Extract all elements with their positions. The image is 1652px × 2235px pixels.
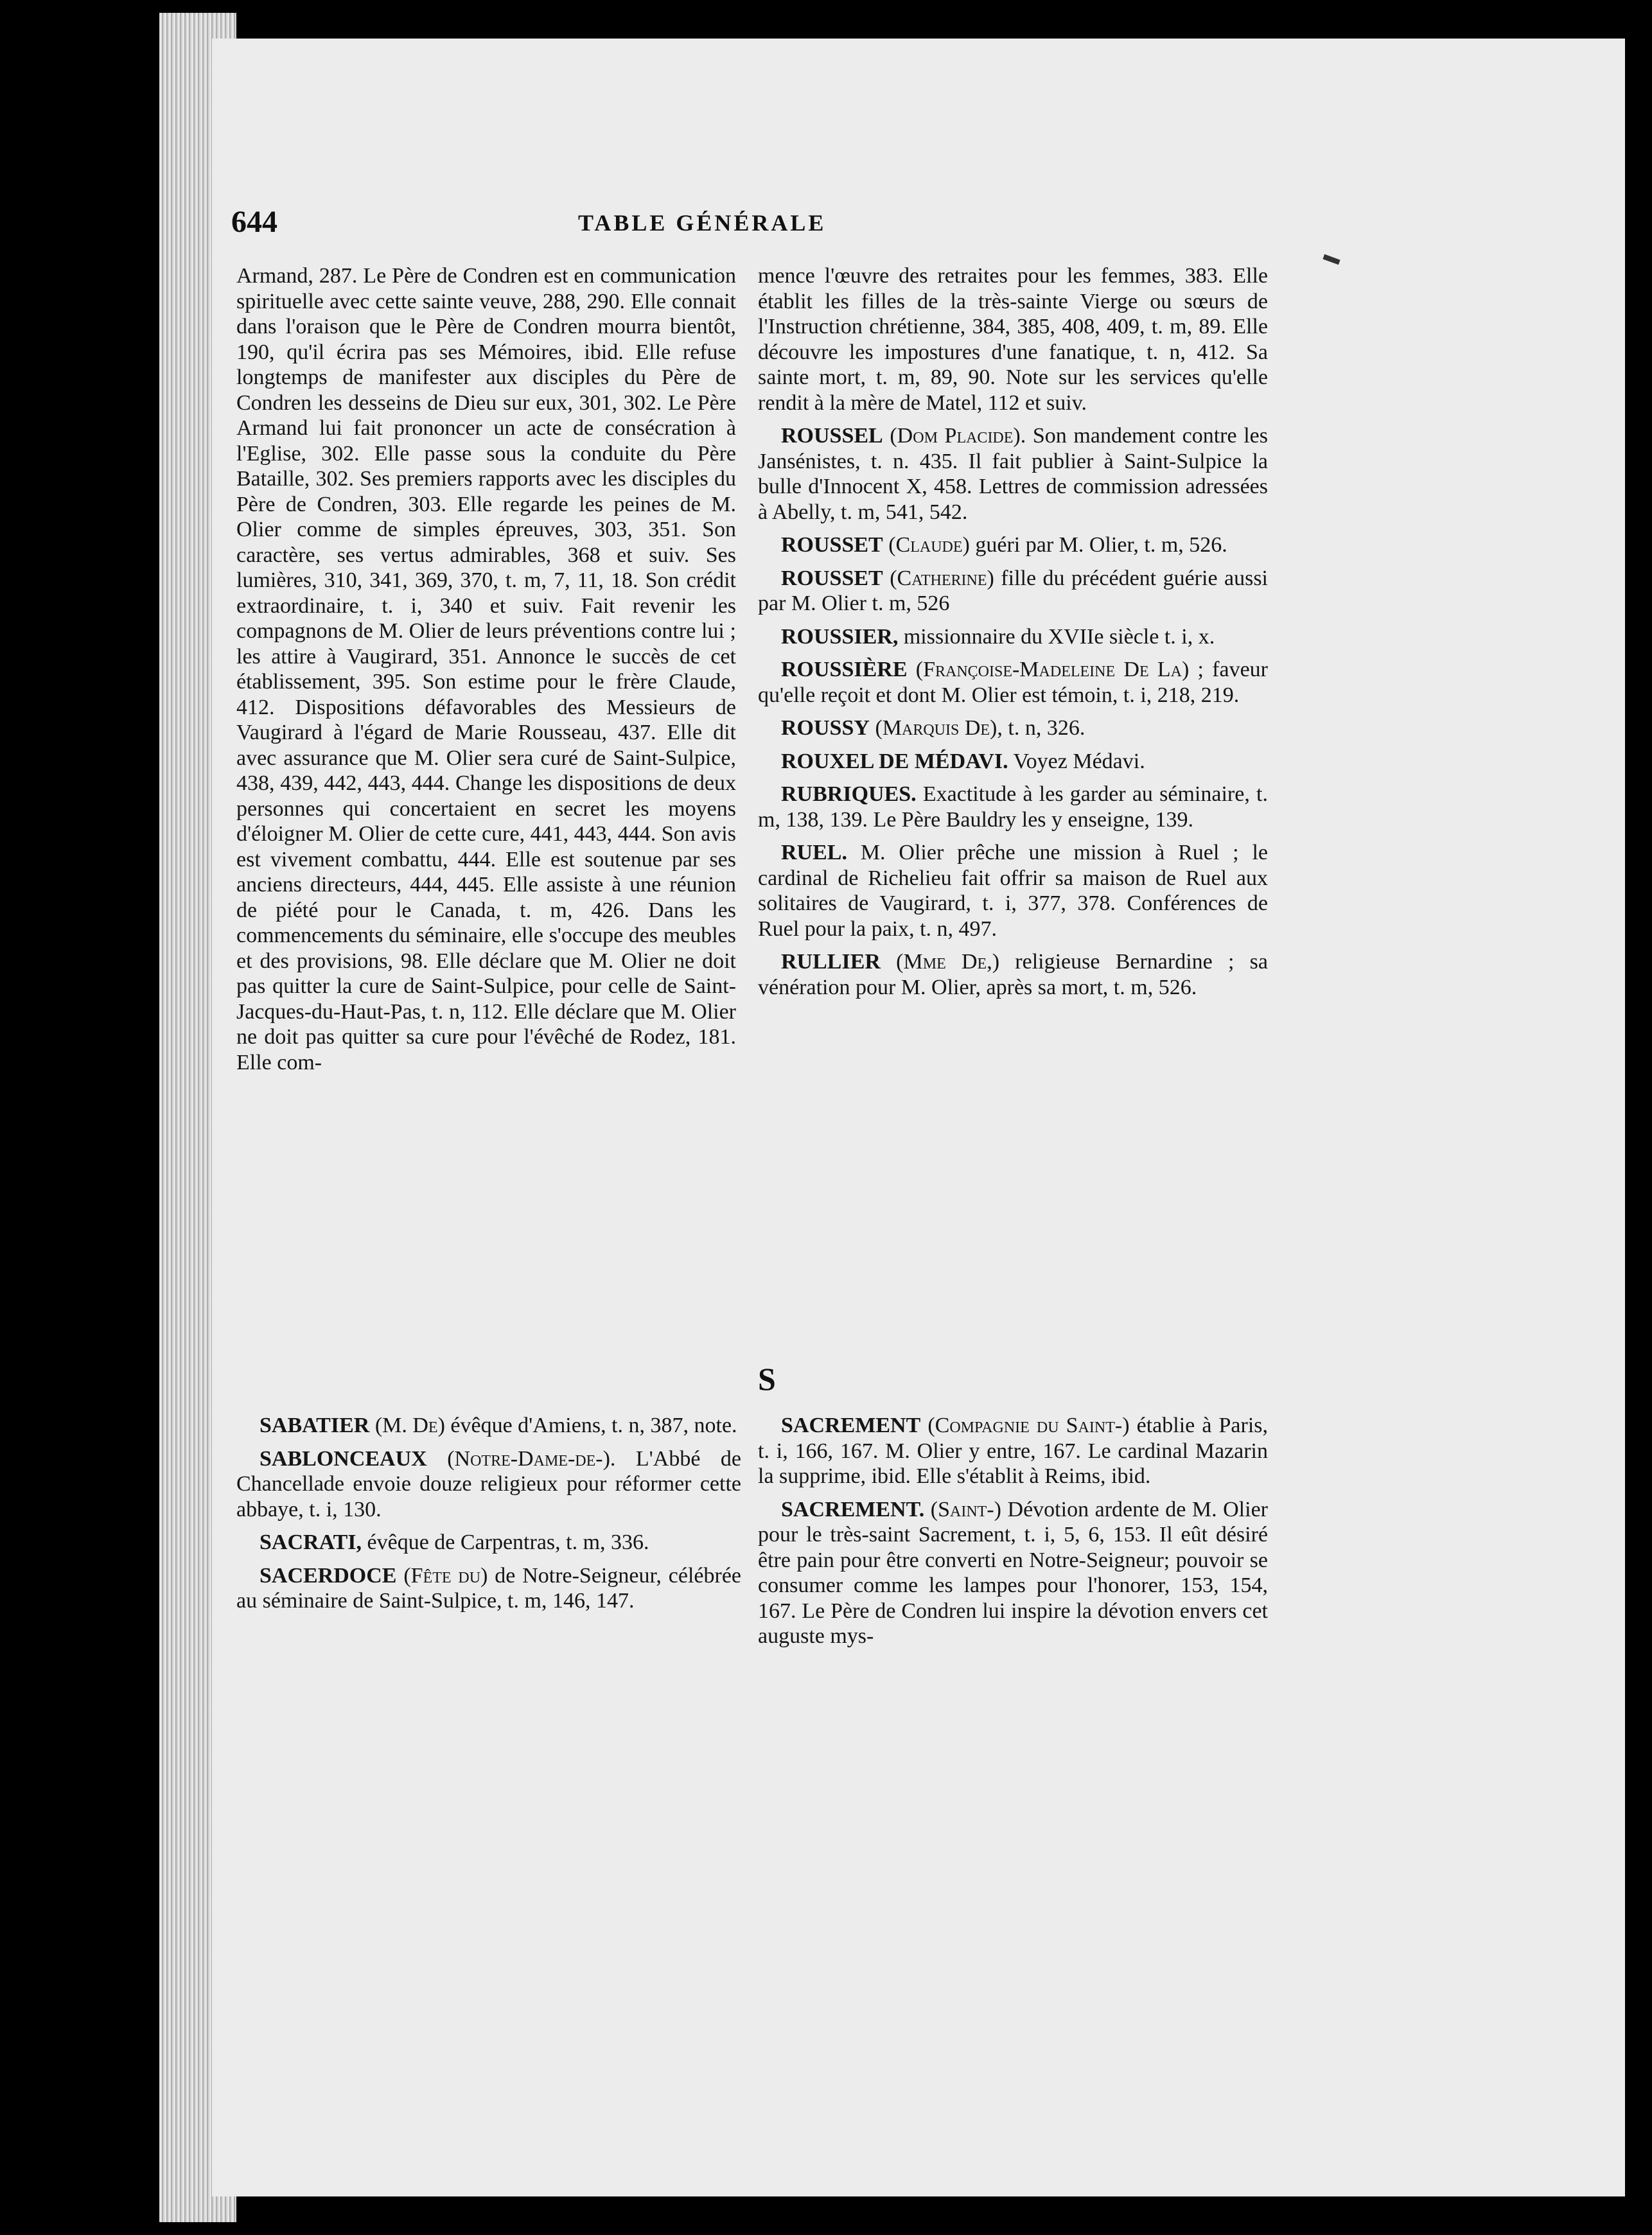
entry-text: t. n, 326. (1002, 716, 1085, 740)
index-entry (758, 715, 1268, 741)
entry-headword: RUBRIQUES. (781, 782, 917, 806)
entry-list (236, 1413, 741, 1614)
entry-headword: SACREMENT (781, 1414, 921, 1437)
entry-headword: SABATIER (259, 1414, 370, 1437)
entry-headword: ROUXEL DE MÉDAVI. (781, 749, 1008, 773)
entry-continuation: Armand, 287. Le Père de Condren est en communication spirituelle avec cette sainte veuve, 288, 290. Elle connait dans l'oraison que le Père de Condren mourra bientôt, 190, qu'il écrira pas ses Mémoires, ibid. Elle refuse longtemps de manifester aux disciples du Père de Condren les desseins de Dieu sur eux, 301, 302. Le Père Armand lui fait prononcer un acte de consécration à l'Eglise, 302. Elle passe sous la conduite du Père Bataille, 302. Ses premiers rapports avec les disciples du Père de Condren, 303. Elle regarde les peines de M. Olier comme de simples épreuves, 303, 351. Son caractère, ses vertus admirables, 368 et suiv. Ses lumières, 310, 341, 369, 370, t. m, 7, 11, 18. Son crédit extraordinaire, t. i, 340 et suiv. Fait revenir les compagnons de M. Olier de leurs préventions contre lui ; les attire à Vaugirard, 351. Annonce le succès de cet établissement, 395. Son estime pour le frère Claude, 412. Dispositions défavorables des Messieurs de Vaugirard à l'égard de Marie Rousseau, 437. Elle dit avec assurance que M. Olier sera curé de Saint-Sulpice, 438, 439, 442, 443, 444. Change les dispositions de deux personnes qui concertaient en secret les moyens d'éloigner M. Olier de cette cure, 441, 443, 444. Son avis est vivement combattu, 444. Elle est soutenue par ses anciens directeurs, 444, 445. Elle assiste à une réunion de piété pour le Canada, t. m, 426. Dans les commencements du séminaire, elle s'occupe des meubles et des provisions, 98. Elle déclare que M. Olier ne doit pas quitter la cure de Saint-Sulpice, pour celle de Saint-Jacques-du-Haut-Pas, t. n, 112. Elle déclare que M. Olier ne doit pas quitter sa cure pour l'évêché de Rodez, 181. Elle com- (236, 264, 736, 1074)
entry-continuation: mence l'œuvre des retraites pour les femmes, 383. Elle établit les filles de la très-sainte Vierge ou sœurs de l'Instruction chrétienne, 384, 385, 408, 409, t. m, 89. Elle découvre les impostures d'une fanatique, t. n, 412. Sa sainte mort, t. m, 89, 90. Note sur les services qu'elle rendit à la mère de Matel, 112 et suiv. (758, 264, 1268, 415)
entry-qualifier: (Claude) (883, 533, 970, 557)
entry-headword: SACRATI, (259, 1530, 362, 1554)
entry-qualifier: (Catherine) (883, 566, 994, 590)
entry-text: L'Abbé de Chancellade envoie douze religieux pour réformer cette abbaye, t. i, 130. (236, 1446, 741, 1521)
entry-headword: SABLONCEAUX (259, 1446, 427, 1471)
entry-headword: RULLIER (781, 950, 881, 974)
entry-text: Voyez Médavi. (1008, 749, 1145, 773)
top-right-column (758, 263, 1268, 1008)
entry-qualifier: (Dom Placide). (883, 424, 1026, 448)
entry-text: de Notre-Seigneur, célébrée au séminaire de Saint-Sulpice, t. m, 146, 147. (236, 1563, 741, 1613)
index-entry (758, 949, 1268, 1000)
index-entry (758, 657, 1268, 708)
entry-text: guéri par M. Olier, t. m, 526. (969, 533, 1227, 557)
index-entry (758, 532, 1268, 558)
entry-qualifier: (Fête du) (396, 1563, 488, 1588)
section-letter: S (758, 1361, 776, 1397)
entry-list (758, 423, 1268, 1000)
entry-qualifier: (Saint-) (924, 1497, 1001, 1521)
entry-headword: ROUSSEL (781, 424, 883, 448)
bottom-left-column (236, 1413, 741, 1622)
index-entry (758, 1497, 1268, 1649)
index-entry (236, 1530, 741, 1556)
entry-headword: ROUSSET (781, 566, 883, 590)
bottom-right-column (758, 1413, 1268, 1657)
running-title: TABLE GÉNÉRALE (578, 210, 827, 236)
index-entry (758, 749, 1268, 775)
entry-text: M. Olier prêche une mission à Ruel ; le cardinal de Richelieu fait offrir sa maison de Ruel aux solitaires de Vaugirard, t. i, 377, 378. Conférences de Ruel pour la paix, t. n, 497. (758, 841, 1268, 941)
entry-headword: SACREMENT. (781, 1497, 925, 1521)
index-entry (758, 1413, 1268, 1489)
top-left-column (236, 263, 736, 1083)
entry-text: faveur qu'elle reçoit et dont M. Olier est témoin, t. i, 218, 219. (758, 658, 1268, 707)
entry-qualifier: (Compagnie du Saint-) (920, 1414, 1130, 1437)
index-entry (758, 566, 1268, 617)
entry-qualifier: (Notre-Dame-de-). (426, 1446, 616, 1471)
entry-text: religieuse Bernardine ; sa vénération pour M. Olier, après sa mort, t. m, 526. (758, 950, 1268, 999)
index-entry (758, 782, 1268, 832)
entry-text: Dévotion ardente de M. Olier pour le très-saint Sacrement, t. i, 5, 6, 153. Il eût désiré être pain pour être converti en Notre-Seigneur; pouvoir se consumer comme les lampes pour l'honorer, 153, 154, 167. Le Père de Condren lui inspire la dévotion envers cet auguste mys- (758, 1497, 1268, 1648)
page-number: 644 (231, 205, 277, 239)
entry-qualifier: (M. De) (369, 1414, 445, 1437)
index-entry (758, 624, 1268, 650)
entry-headword: ROUSSIER, (781, 624, 899, 649)
index-entry (758, 423, 1268, 525)
entry-text: établie à Paris, t. i, 166, 167. M. Olier y entre, 167. Le cardinal Mazarin la supprime, ibid. Elle s'établit à Reims, ibid. (758, 1414, 1269, 1488)
entry-text: évêque d'Amiens, t. n, 387, note. (444, 1414, 737, 1437)
entry-text: Son mandement contre les Jansénistes, t. n. 435. Il fait publier à Saint-Sulpice la bulle d'Innocent X, 458. Lettres de commission adressées à Abelly, t. m, 541, 542. (758, 424, 1268, 524)
entry-qualifier: (Mme De,) (880, 950, 1000, 974)
index-entry (236, 1446, 741, 1523)
index-entry (236, 1563, 741, 1614)
entry-headword: SACERDOCE (259, 1563, 397, 1588)
page-header (0, 204, 1652, 256)
entry-headword: RUEL. (781, 841, 847, 864)
entry-headword: ROUSSET (781, 533, 883, 557)
entry-qualifier: (Marquis De), (869, 716, 1003, 740)
entry-qualifier: (Françoise-Madeleine De La) ; (907, 658, 1204, 681)
entry-headword: ROUSSY (781, 716, 870, 740)
entry-text: Exactitude à les garder au séminaire, t. m, 138, 139. Le Père Bauldry les y enseigne, 139. (758, 782, 1268, 832)
entry-headword: ROUSSIÈRE (781, 658, 908, 681)
entry-text: missionnaire du XVIIe siècle t. i, x. (898, 624, 1215, 649)
entry-list (758, 1413, 1268, 1649)
index-entry (236, 1413, 741, 1439)
entry-text: évêque de Carpentras, t. m, 336. (362, 1530, 649, 1554)
entry-text: fille du précédent guérie aussi par M. Olier t. m, 526 (758, 566, 1268, 615)
index-entry (758, 840, 1268, 942)
